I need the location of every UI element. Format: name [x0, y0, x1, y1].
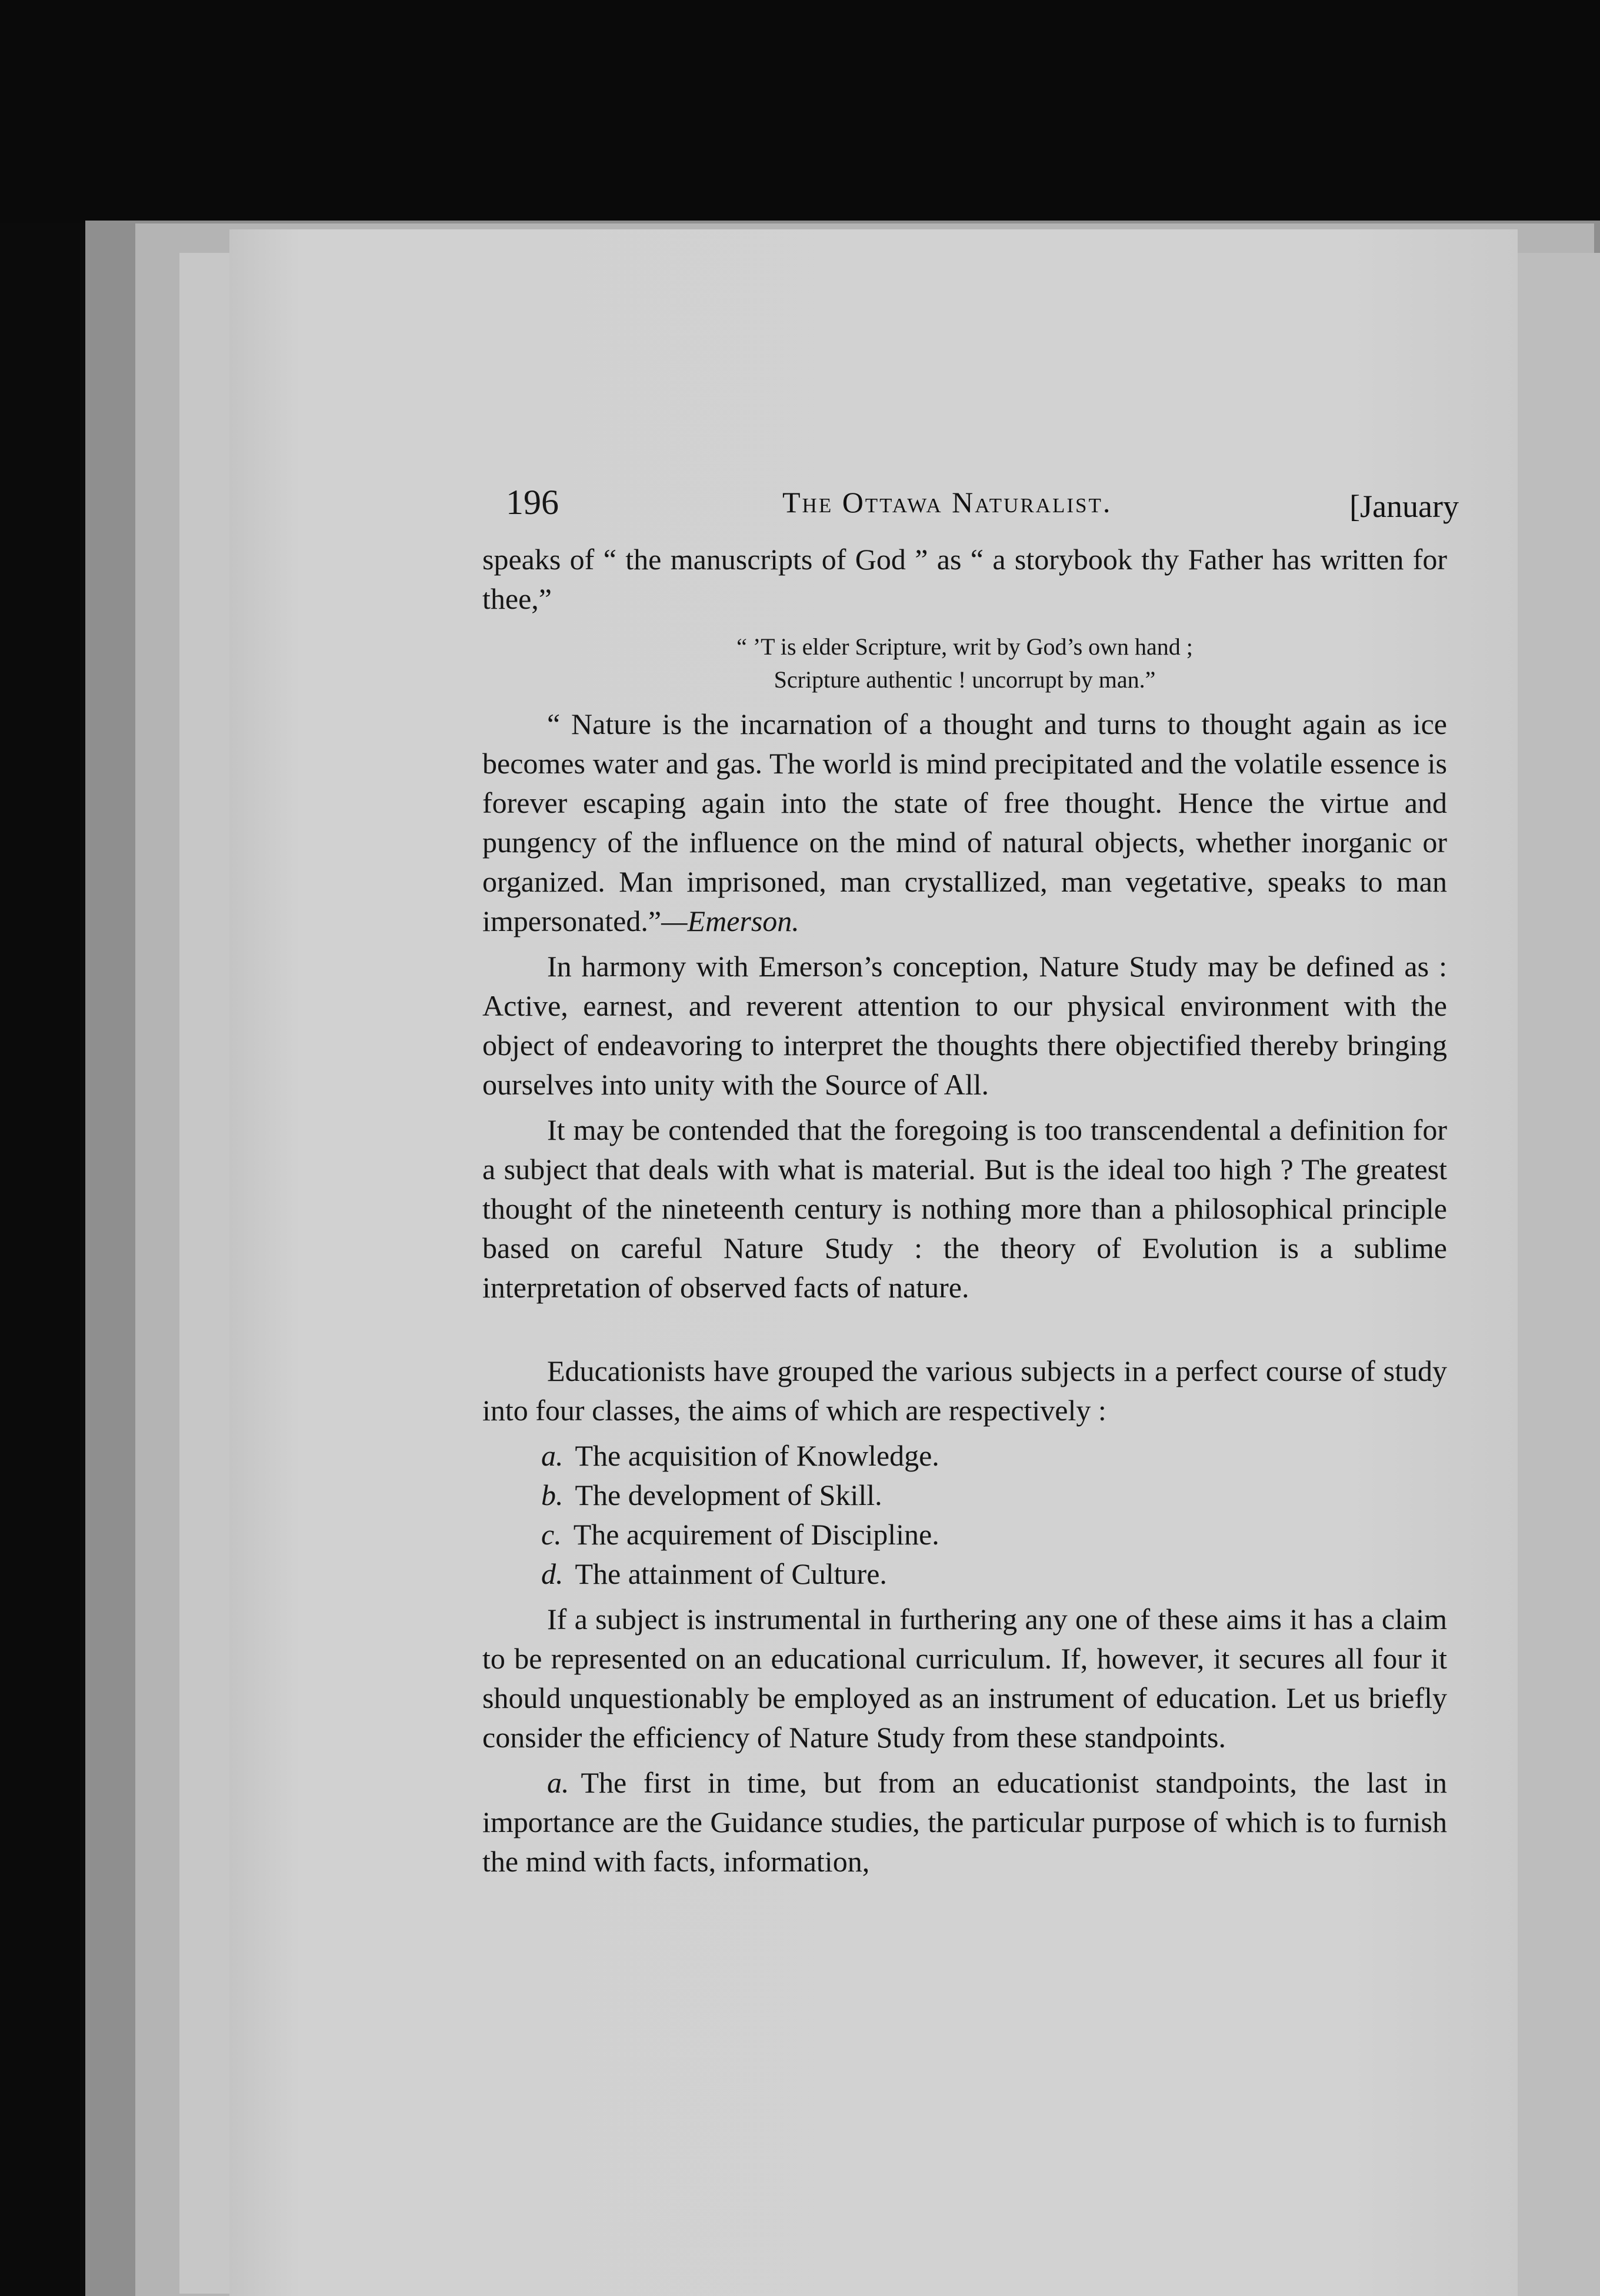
dark-backdrop — [0, 0, 1600, 223]
transcendental-paragraph: It may be contended that the foregoing is too transcendental a definition for a subject that deals with what is material. But is the ideal too high ? The greatest thought of the nineteenth century is nothing more than a philosophical principle based on careful Nature Study : the theory of Evolution is a sublime interpretation of observed facts of nature. — [482, 1113, 1447, 1304]
list-letter: b. — [541, 1479, 564, 1511]
educationists-paragraph: Educationists have grouped the various subjects in a perfect course of study into four classes, the aims of which are respectively : — [482, 1354, 1447, 1427]
facing-page-edge — [1518, 253, 1600, 2296]
paragraph-continuation: speaks of “ the manuscripts of God ” as “ a storybook thy Father has written for thee,” — [482, 543, 1447, 615]
list-letter: d. — [541, 1557, 564, 1590]
quote-attribution: —Emerson. — [661, 905, 799, 937]
verse-line: Scripture authentic ! uncorrupt by man.” — [774, 666, 1156, 693]
list-item — [541, 1515, 1447, 1554]
aims-list — [541, 1436, 1447, 1594]
guidance-text: The first in time, but from an educationist standpoints, the last in importance are the Guidance studies, the particular purpose of which is to furnish the mind with facts, information, — [482, 1766, 1447, 1878]
list-text: The acquirement of Discipline. — [573, 1518, 939, 1551]
emerson-quote: “ Nature is the incarnation of a thought and turns to thought again as ice becomes water and gas. The world is mind precipitated and the volatile essence is forever escaping again into the state of free thought. Hence the virtue and pungency of the influence on the mind of natural objects, whether inorganic or organized. Man imprisoned, man crystallized, man vegetative, speaks to man impersonated.” — [482, 708, 1447, 937]
list-item — [541, 1476, 1447, 1515]
definition-paragraph: In harmony with Emerson’s conception, Nature Study may be defined as : Active, earnest, and reverent attention to our physical environment with the object of endeavoring to interpret the thoughts there objectified thereby bringing ourselves into unity with the Source of All. — [482, 950, 1447, 1101]
running-title: The Ottawa Naturalist. — [782, 486, 1112, 519]
verse-quotation — [482, 630, 1447, 696]
section-tag: [January — [1349, 489, 1459, 524]
list-letter: a. — [541, 1439, 564, 1472]
list-text: The development of Skill. — [575, 1479, 882, 1511]
emerson-quote-paragraph — [482, 705, 1447, 941]
page-header — [506, 470, 1459, 529]
list-letter: c. — [541, 1518, 562, 1551]
page-body — [482, 540, 1447, 1881]
list-item — [541, 1436, 1447, 1476]
list-text: The attainment of Culture. — [575, 1557, 887, 1590]
verse-line: “ ’T is elder Scripture, writ by God’s own hand ; — [736, 633, 1193, 660]
instrumental-paragraph: If a subject is instrumental in furthering any one of these aims it has a claim to be represented on an educational curriculum. If, however, it secures all four it should unquestionably be employed as an instrument of education. Let us briefly consider the efficiency of Nature Study from these standpoints. — [482, 1603, 1447, 1754]
list-item — [541, 1554, 1447, 1594]
paragraph-letter: a. — [547, 1766, 569, 1799]
guidance-paragraph — [482, 1763, 1447, 1881]
list-text: The acquisition of Knowledge. — [575, 1439, 939, 1472]
page-number: 196 — [506, 483, 559, 522]
